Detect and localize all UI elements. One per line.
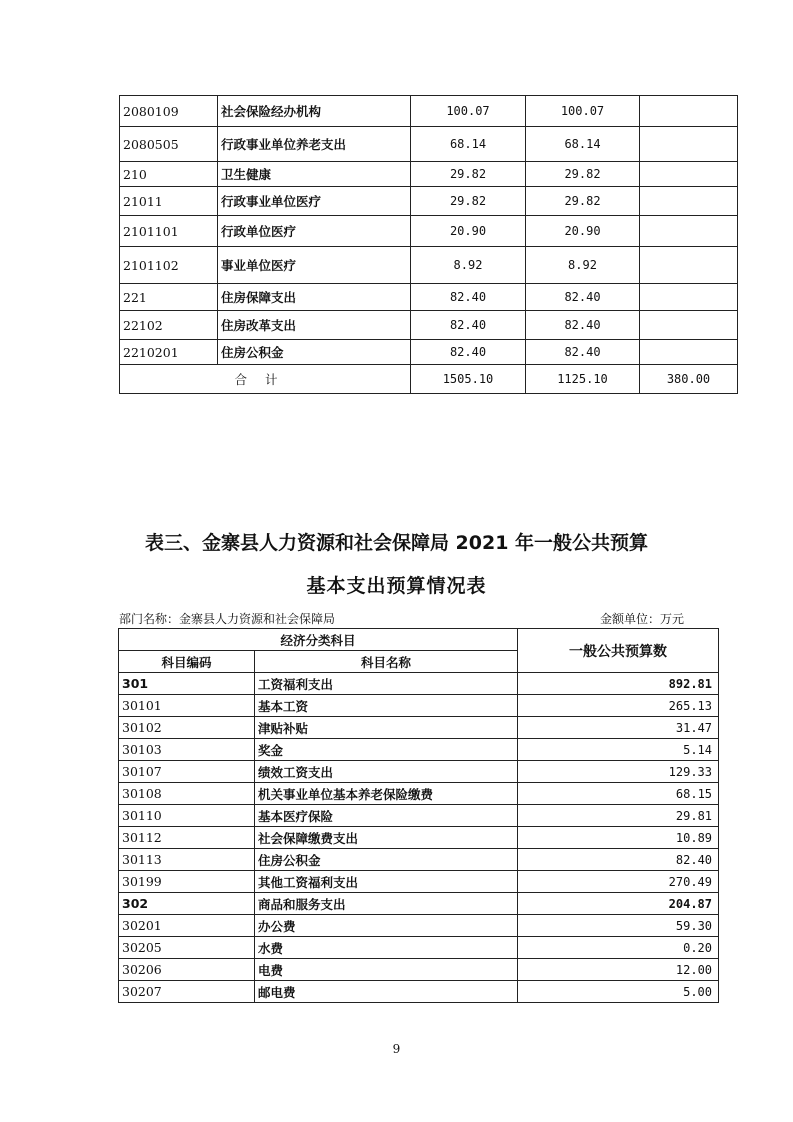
subject-name-cell: 商品和服务支出 — [255, 893, 518, 915]
budget-table-continued — [119, 95, 738, 394]
table-row — [119, 849, 719, 871]
table-row — [119, 915, 719, 937]
total-amount-cell: 82.40 — [411, 284, 526, 311]
total-amount-cell: 1505.10 — [411, 365, 526, 394]
basic-expenditure-table-body — [119, 673, 719, 1003]
subject-name-cell: 基本医疗保险 — [255, 805, 518, 827]
budget-amount-cell: 0.20 — [518, 937, 719, 959]
category-row — [119, 673, 719, 695]
subject-name-cell: 行政事业单位医疗 — [218, 187, 411, 216]
subject-code-cell: 30107 — [119, 761, 255, 783]
subject-code-cell: 30206 — [119, 959, 255, 981]
subject-code-cell: 221 — [120, 284, 218, 311]
budget-amount-cell: 5.00 — [518, 981, 719, 1003]
total-amount-cell: 8.92 — [411, 247, 526, 284]
subject-code-cell: 210 — [120, 162, 218, 187]
total-amount-cell: 1125.10 — [526, 365, 640, 394]
basic-amount-cell: 29.82 — [526, 162, 640, 187]
subject-code-cell: 30199 — [119, 871, 255, 893]
project-amount-cell — [640, 96, 738, 127]
table-row — [119, 761, 719, 783]
project-amount-cell — [640, 127, 738, 162]
basic-amount-cell: 68.14 — [526, 127, 640, 162]
table-row — [120, 311, 738, 340]
table-row — [120, 247, 738, 284]
subject-name-cell: 行政事业单位养老支出 — [218, 127, 411, 162]
table-row — [119, 695, 719, 717]
total-amount-cell: 29.82 — [411, 162, 526, 187]
subject-code-cell: 2080109 — [120, 96, 218, 127]
total-amount-cell: 68.14 — [411, 127, 526, 162]
subject-code-cell: 21011 — [120, 187, 218, 216]
table-row — [120, 216, 738, 247]
budget-amount-cell: 204.87 — [518, 893, 719, 915]
subject-name-cell: 绩效工资支出 — [255, 761, 518, 783]
budget-amount-cell: 29.81 — [518, 805, 719, 827]
budget-amount-cell: 892.81 — [518, 673, 719, 695]
subject-name-cell: 邮电费 — [255, 981, 518, 1003]
project-amount-cell — [640, 216, 738, 247]
header-subject-code: 科目编码 — [119, 651, 255, 673]
table-row — [119, 827, 719, 849]
subject-code-cell: 301 — [119, 673, 255, 695]
subject-code-cell: 30110 — [119, 805, 255, 827]
project-amount-cell — [640, 187, 738, 216]
subject-code-cell: 22102 — [120, 311, 218, 340]
subject-code-cell: 30103 — [119, 739, 255, 761]
category-row — [119, 893, 719, 915]
subject-code-cell: 30113 — [119, 849, 255, 871]
subject-name-cell: 奖金 — [255, 739, 518, 761]
basic-amount-cell: 20.90 — [526, 216, 640, 247]
subject-code-cell: 30207 — [119, 981, 255, 1003]
subject-name-cell: 住房保障支出 — [218, 284, 411, 311]
total-amount-cell: 20.90 — [411, 216, 526, 247]
subject-code-cell: 30112 — [119, 827, 255, 849]
budget-amount-cell: 5.14 — [518, 739, 719, 761]
budget-amount-cell: 129.33 — [518, 761, 719, 783]
basic-amount-cell: 82.40 — [526, 311, 640, 340]
table-row — [120, 340, 738, 365]
subject-name-cell: 卫生健康 — [218, 162, 411, 187]
total-row — [120, 365, 738, 394]
subject-name-cell: 行政单位医疗 — [218, 216, 411, 247]
budget-amount-cell: 82.40 — [518, 849, 719, 871]
total-amount-cell: 380.00 — [640, 365, 738, 394]
subject-code-cell: 30108 — [119, 783, 255, 805]
budget-amount-cell: 265.13 — [518, 695, 719, 717]
table-row — [119, 717, 719, 739]
basic-amount-cell: 8.92 — [526, 247, 640, 284]
subject-name-cell: 社会保障缴费支出 — [255, 827, 518, 849]
basic-expenditure-table — [118, 628, 719, 1003]
project-amount-cell — [640, 340, 738, 365]
subject-name-cell: 住房公积金 — [255, 849, 518, 871]
project-amount-cell — [640, 311, 738, 340]
table-row — [119, 739, 719, 761]
basic-amount-cell: 82.40 — [526, 284, 640, 311]
header-general-budget: 一般公共预算数 — [518, 629, 719, 673]
subject-code-cell: 302 — [119, 893, 255, 915]
total-amount-cell: 82.40 — [411, 311, 526, 340]
table-title-line2: 基本支出预算情况表 — [306, 575, 487, 597]
table-row — [119, 981, 719, 1003]
subject-name-cell: 社会保险经办机构 — [218, 96, 411, 127]
amount-unit: 金额单位：万元 — [600, 612, 685, 626]
table-row — [119, 959, 719, 981]
subject-code-cell: 2101101 — [120, 216, 218, 247]
subject-name-cell: 津贴补贴 — [255, 717, 518, 739]
subject-name-cell: 机关事业单位基本养老保险缴费 — [255, 783, 518, 805]
budget-amount-cell: 31.47 — [518, 717, 719, 739]
table-row — [119, 871, 719, 893]
subject-code-cell: 30102 — [119, 717, 255, 739]
subject-name-cell: 办公费 — [255, 915, 518, 937]
budget-amount-cell: 12.00 — [518, 959, 719, 981]
subject-name-cell: 电费 — [255, 959, 518, 981]
header-subject-name: 科目名称 — [255, 651, 518, 673]
subject-name-cell: 基本工资 — [255, 695, 518, 717]
total-amount-cell: 82.40 — [411, 340, 526, 365]
subject-name-cell: 水费 — [255, 937, 518, 959]
subject-code-cell: 2080505 — [120, 127, 218, 162]
budget-amount-cell: 59.30 — [518, 915, 719, 937]
subject-code-cell: 2101102 — [120, 247, 218, 284]
table-row — [119, 783, 719, 805]
total-amount-cell: 100.07 — [411, 96, 526, 127]
subject-name-cell: 住房改革支出 — [218, 311, 411, 340]
subject-name-cell: 其他工资福利支出 — [255, 871, 518, 893]
table-row — [120, 96, 738, 127]
table-row — [119, 805, 719, 827]
subject-code-cell: 2210201 — [120, 340, 218, 365]
project-amount-cell — [640, 162, 738, 187]
basic-amount-cell: 29.82 — [526, 187, 640, 216]
department-name: 部门名称：金寨县人力资源和社会保障局 — [119, 612, 336, 626]
basic-amount-cell: 100.07 — [526, 96, 640, 127]
project-amount-cell — [640, 247, 738, 284]
table-title-line1: 表三、金寨县人力资源和社会保障局 2021 年一般公共预算 — [144, 532, 649, 554]
total-amount-cell: 29.82 — [411, 187, 526, 216]
budget-amount-cell: 68.15 — [518, 783, 719, 805]
subject-code-cell: 30201 — [119, 915, 255, 937]
budget-amount-cell: 10.89 — [518, 827, 719, 849]
table-row — [120, 127, 738, 162]
basic-amount-cell: 82.40 — [526, 340, 640, 365]
budget-table-continued-body — [120, 96, 738, 394]
subject-code-cell: 30101 — [119, 695, 255, 717]
subject-name-cell: 住房公积金 — [218, 340, 411, 365]
project-amount-cell — [640, 284, 738, 311]
subject-name-cell: 事业单位医疗 — [218, 247, 411, 284]
budget-amount-cell: 270.49 — [518, 871, 719, 893]
subject-code-cell: 30205 — [119, 937, 255, 959]
table-row — [120, 162, 738, 187]
total-label: 合计 — [120, 365, 411, 394]
subject-name-cell: 工资福利支出 — [255, 673, 518, 695]
table-row — [120, 187, 738, 216]
table-row — [119, 937, 719, 959]
table-row — [120, 284, 738, 311]
page-number: 9 — [392, 1042, 401, 1056]
header-economic-category: 经济分类科目 — [119, 629, 518, 651]
